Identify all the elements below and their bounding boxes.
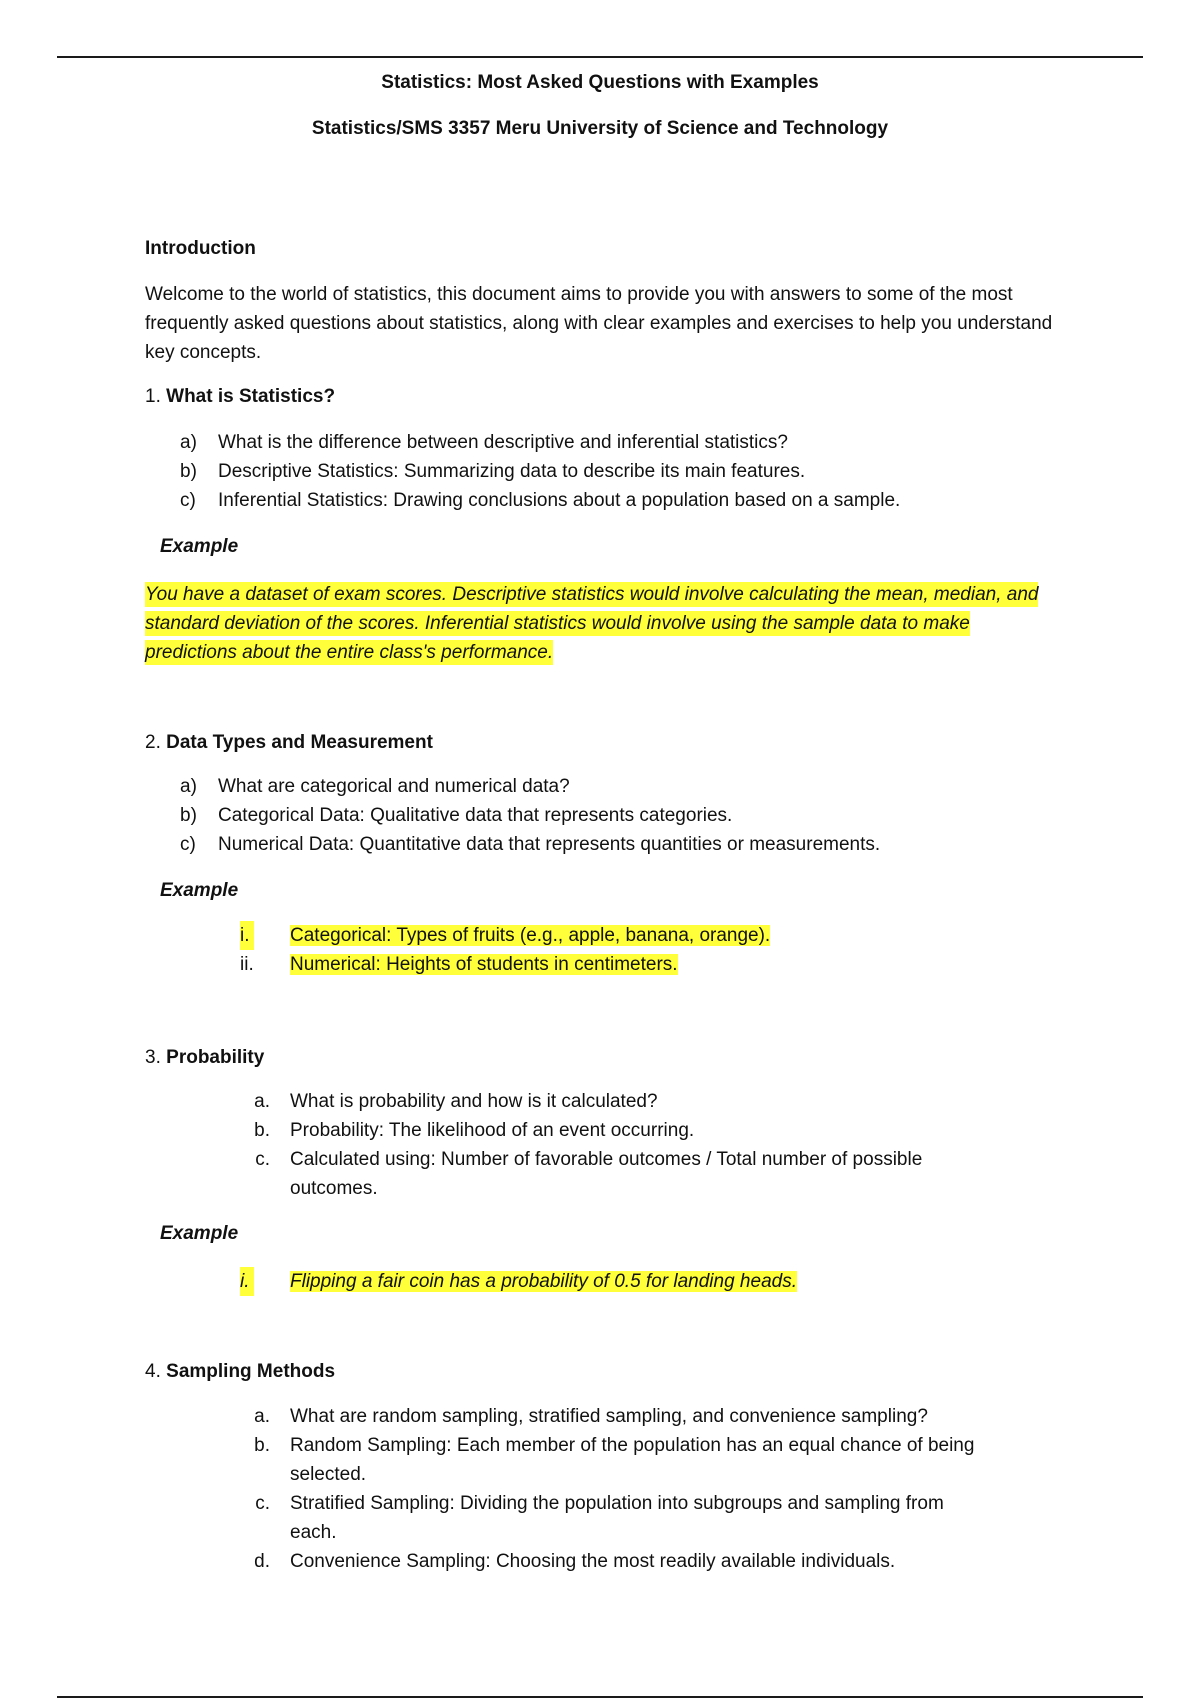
- list-item: [240, 950, 770, 979]
- list-item-text: Flipping a fair coin has a probability of 0.5 for landing heads.: [290, 1271, 797, 1292]
- section-4-heading: [145, 1357, 335, 1386]
- document-subtitle: Statistics/SMS 3357 Meru University of Science and Technology: [311, 118, 889, 139]
- list-item: [180, 772, 880, 801]
- list-marker: a.: [254, 1406, 270, 1427]
- list-item-text: Inferential Statistics: Drawing conclusions about a population based on a sample.: [218, 490, 901, 511]
- list-item: [180, 801, 880, 830]
- list-marker: b): [180, 461, 197, 482]
- list-item: [250, 1402, 990, 1431]
- section-2-heading: [145, 728, 433, 757]
- section-2-title: Data Types and Measurement: [166, 732, 433, 753]
- list-marker: d.: [254, 1551, 270, 1572]
- list-item-text: Random Sampling: Each member of the population has an equal chance of being selected.: [290, 1435, 975, 1485]
- list-marker: a.: [254, 1091, 270, 1112]
- list-marker: i.: [240, 1267, 254, 1296]
- section-1-heading: [145, 382, 335, 411]
- list-marker: c.: [255, 1149, 270, 1170]
- list-item-text: Probability: The likelihood of an event occurring.: [290, 1120, 695, 1141]
- section-1-example-text: [145, 580, 1045, 667]
- section-2-example-label: Example: [160, 880, 239, 901]
- section-4-title: Sampling Methods: [166, 1361, 336, 1382]
- list-item: [250, 1087, 990, 1116]
- list-item: [250, 1431, 990, 1489]
- section-1-example-label: Example: [160, 536, 239, 557]
- list-marker: a): [180, 432, 197, 453]
- section-3-heading: [145, 1043, 264, 1072]
- section-3-example-label: Example: [160, 1223, 239, 1244]
- list-item: [180, 457, 900, 486]
- list-item: [250, 1547, 990, 1576]
- list-item: [250, 1145, 990, 1203]
- list-item-text: Descriptive Statistics: Summarizing data to describe its main features.: [218, 461, 806, 482]
- list-marker: c): [180, 490, 196, 511]
- list-item: [180, 830, 880, 859]
- list-item: [250, 1489, 990, 1547]
- list-item-text: Calculated using: Number of favorable outcomes / Total number of possible outcomes.: [290, 1149, 923, 1199]
- section-2-list: [180, 772, 880, 859]
- list-item-text: Convenience Sampling: Choosing the most readily available individuals.: [290, 1551, 896, 1572]
- list-item-text: Stratified Sampling: Dividing the population into subgroups and sampling from each.: [290, 1493, 944, 1543]
- section-1-title: What is Statistics?: [166, 386, 336, 407]
- section-4-list: [250, 1402, 990, 1576]
- list-item-text: What is probability and how is it calculated?: [290, 1091, 658, 1112]
- list-item-text: What are categorical and numerical data?: [218, 776, 570, 797]
- highlighted-example: You have a dataset of exam scores. Descriptive statistics would involve calculating the mean, median, and standard deviation of the scores. Inferential statistics would involve using the sample data to make predictions about the entire class's performance.: [145, 584, 1039, 663]
- list-item: [250, 1116, 990, 1145]
- bottom-rule: [57, 1696, 1143, 1698]
- list-item-text: Numerical Data: Quantitative data that represents quantities or measurements.: [218, 834, 881, 855]
- list-marker: ii.: [240, 954, 254, 975]
- list-marker: b): [180, 805, 197, 826]
- top-rule: [57, 56, 1143, 58]
- document-title: Statistics: Most Asked Questions with Examples: [381, 72, 819, 93]
- section-2-example-list: [240, 921, 770, 979]
- list-item-text: What is the difference between descriptive and inferential statistics?: [218, 432, 788, 453]
- list-item: [180, 486, 900, 515]
- section-3-list: [250, 1087, 990, 1203]
- list-marker: b.: [254, 1120, 270, 1141]
- section-2-number: 2.: [145, 732, 161, 753]
- list-item: [180, 428, 900, 457]
- section-4-number: 4.: [145, 1361, 161, 1382]
- section-1-number: 1.: [145, 386, 161, 407]
- section-3-title: Probability: [166, 1047, 265, 1068]
- list-item: [240, 921, 770, 950]
- section-3-example-list: [240, 1267, 797, 1296]
- list-item-text: What are random sampling, stratified sampling, and convenience sampling?: [290, 1406, 928, 1427]
- list-marker: c.: [255, 1493, 270, 1514]
- list-item-text: Categorical Data: Qualitative data that represents categories.: [218, 805, 733, 826]
- list-item-text: Categorical: Types of fruits (e.g., apple, banana, orange).: [290, 925, 771, 946]
- list-marker: a): [180, 776, 197, 797]
- list-marker: c): [180, 834, 196, 855]
- introduction-paragraph: Welcome to the world of statistics, this document aims to provide you with answers to some of the most frequently asked questions about statistics, along with clear examples and exercises to help you understand key concepts.: [145, 284, 1053, 363]
- introduction-heading: Introduction: [145, 238, 256, 259]
- list-marker: i.: [240, 921, 254, 950]
- list-marker: b.: [254, 1435, 270, 1456]
- section-3-number: 3.: [145, 1047, 161, 1068]
- section-1-list: [180, 428, 900, 515]
- list-item: [240, 1267, 797, 1296]
- list-item-text: Numerical: Heights of students in centimeters.: [290, 954, 678, 975]
